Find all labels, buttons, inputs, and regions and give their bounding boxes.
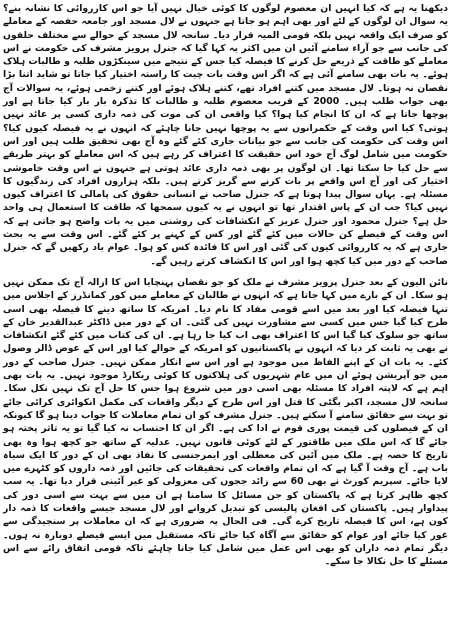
article-paragraph-1: دیکھنا یہ ہے کہ کیا انہیں ان معصوم لوگوں کا کوئی خیال نہیں آیا جو اس کارروائی کا نشانہ بنے؟ یہ سوال ان لوگوں کے لئے اور بھی اہم ہو جاتا ہے جنہوں نے لال مسجد اور جامعہ حفصہ کے معاملے کو صرف ایک واقعہ نہیں بلکہ قومی المیہ قرار دیا۔ سانحہ لال مسجد کے حوالے سے مختلف حلقوں کی جانب سے جو آراء سامنے آئیں ان میں اکثر یہ کہا گیا کہ جنرل پرویز مشرف کی حکومت نے اس معاملے کو طاقت کے ذریعے حل کرنے کا فیصلہ کیا جس کے نتیجے میں سینکڑوں طلبہ و طالبات ہلاک ہوئے۔ یہ بات بھی سامنے آئی ہے کہ اگر اس وقت بات چیت کا راستہ اختیار کیا جاتا تو شاید اتنا بڑا نقصان نہ ہوتا۔ لال مسجد میں کتنے افراد تھے، کتنے ہلاک ہوئے اور کتنے زخمی ہوئے، یہ سوالات آج بھی جواب طلب ہیں۔ 2000 کے قریب معصوم طلبہ و طالبات کا تذکرہ بار بار کیا جاتا ہے اور پوچھا جاتا ہے کہ ان کا انجام کیا ہوا؟ کیا واقعی ان کی موت کی ذمہ داری کسی پر عائد نہیں ہوتی؟ کیا اس وقت کے حکمرانوں سے یہ پوچھا نہیں جانا چاہئے کہ انہوں نے یہ فیصلہ کیوں کیا؟ اس وقت کی حکومت کی جانب سے جو بیانات جاری کئے گئے وہ آج بھی تحقیق طلب ہیں اور اس حکومت میں شامل لوگ آج خود اس حقیقت کا اعتراف کر رہے ہیں کہ اس معاملے کو بہتر طریقے سے حل کیا جا سکتا تھا۔ ان لوگوں پر بھی ذمہ داری عائد ہوتی ہے جنہوں نے اس وقت خاموشی اختیار کی اور آج اس واقعے پر بات کرنے سے گریز کرتے ہیں۔ بلکہ ہزاروں افراد کی زندگیوں کا مسئلہ ہے۔ یہاں سوال پیدا ہوتا ہے کہ جنرل صاحب نے انسانی حقوق کی پامالی کا اعتراف کیوں نہیں کیا؟ جب ان کے پاس اقتدار تھا تو انہوں نے یہ کیوں سمجھا کہ طاقت کا استعمال ہی واحد حل ہے؟ جنرل محمود اور جنرل عزیز کے انکشافات کی روشنی میں یہ بات واضح ہو جاتی ہے کہ اس وقت کے فیصلے کن حالات میں کئے گئے اور کس کے کہنے پر کئے گئے۔ اس وقت سے یہ بحث جاری ہے کہ یہ کارروائی کیوں کی گئی اور اس کا فائدہ کس کو ہوا۔ عوام یاد رکھیں گے کہ جنرل صاحب کے دور میں کیا کچھ ہوا اور اس کا انکشاف کرتے رہیں گے۔ [3, 3, 448, 267]
article-paragraph-2: نائن الیون کے بعد جنرل پرویز مشرف نے ملک کو جو نقصان پہنچایا اس کا ازالہ آج تک ممکن نہیں ہو سکا۔ ان کے بارے میں کہا جاتا ہے کہ انہوں نے طالبان کے معاملے میں کور کمانڈرز کے اجلاس میں تنہا فیصلہ کیا اور بعد میں اسے قومی مفاد کا نام دیا۔ امریکہ کا ساتھ دینے کا فیصلہ بھی اسی طرح کیا گیا جس میں کسی سے مشاورت نہیں کی گئی۔ ان کے دور میں ڈاکٹر عبدالقدیر خان کے ساتھ جو سلوک کیا گیا اس کا اعتراف بھی اب کیا جا رہا ہے۔ ان کی کتاب میں کئے گئے انکشافات نے بھی یہ ثابت کر دیا کہ انہوں نے پاکستانیوں کو امریکہ کے حوالے کیا اور اس کے عوض ڈالر وصول کئے۔ یہ بات ان کے اپنے الفاظ میں موجود ہے اور اس سے انکار ممکن نہیں۔ جنرل صاحب کے دور میں جو آپریشن ہوئے ان میں عام شہریوں کی ہلاکتوں کا کوئی ریکارڈ موجود نہیں۔ یہ بات بھی اہم ہے کہ لاپتہ افراد کا مسئلہ بھی اسی دور میں شروع ہوا جس کا حل آج تک نہیں نکل سکا۔ سانحہ لال مسجد، اکبر بگٹی کا قتل اور اس طرح کے دیگر واقعات کی مکمل انکوائری کرائی جائے تو بہت سے حقائق سامنے آ سکتے ہیں۔ جنرل مشرف کو ان تمام معاملات کا جواب دینا ہو گا کیونکہ ان کے فیصلوں کی قیمت پوری قوم نے ادا کی ہے۔ اگر ان کا احتساب نہ کیا گیا تو یہ تاثر پختہ ہو جائے گا کہ اس ملک میں طاقتور کے لئے کوئی قانون نہیں۔ عدلیہ کے ساتھ جو کچھ ہوا وہ بھی تاریخ کا حصہ ہے۔ ملک میں آئین کی معطلی اور ایمرجنسی کا نفاذ بھی ان کے دور کا ایک سیاہ باب ہے۔ آج وقت آ گیا ہے کہ ان تمام واقعات کی تحقیقات کی جائیں اور ذمہ داروں کو کٹہرے میں لایا جائے۔ سپریم کورٹ نے بھی 60 سے زائد ججوں کی معزولی کو غیر آئینی قرار دیا تھا۔ یہ سب کچھ ظاہر کرتا ہے کہ پاکستان کو جن مسائل کا سامنا ہے ان میں سے بہت سے اسی دور کی پیداوار ہیں۔ پاکستان کی افغان پالیسی کو تبدیل کروانے اور لال مسجد جیسے واقعات کا ذمہ دار کون ہے، اس کا فیصلہ تاریخ کرے گی۔ فی الحال یہ ضروری ہے کہ ان معاملات پر سنجیدگی سے غور کیا جائے اور عوام کو حقائق سے آگاہ کیا جائے تاکہ مستقبل میں ایسے فیصلے دوبارہ نہ ہوں۔ دیگر تمام ذمہ داران کو بھی اس عمل میں شامل کیا جانا چاہئے تاکہ قومی اتفاق رائے سے اس مسئلے کا حل نکالا جا سکے۔ [3, 276, 448, 568]
